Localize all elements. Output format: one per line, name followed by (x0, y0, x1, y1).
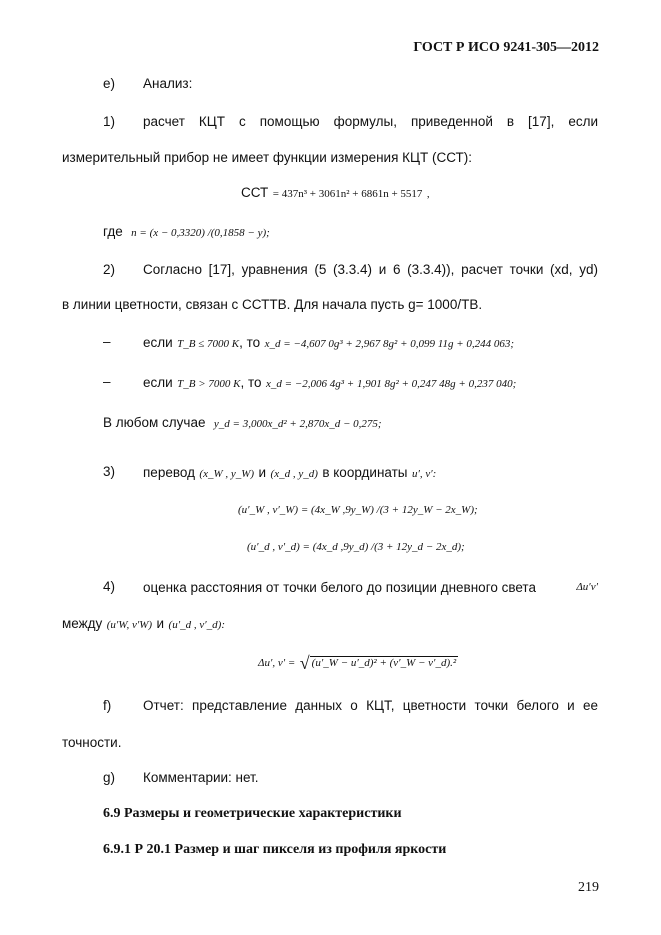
formula-cct-lhs: ССТ (241, 185, 269, 200)
case-1-condition: T_B ≤ 7000 K (177, 338, 240, 350)
item-1-marker: 1) (103, 114, 116, 129)
section-heading-6-9-1: 6.9.1 Р 20.1 Размер и шаг пикселя из профиля яркости (103, 842, 447, 857)
case-2 (143, 374, 516, 392)
any-case-formula: y_d = 3,000x_d² + 2,870x_d − 0,275; (213, 418, 382, 430)
item-f-line1: Отчет: представление данных о КЦТ, цветности точки белого и ее (143, 698, 598, 713)
formula-cct-end: , (426, 188, 430, 200)
case-2-condition: T_B > 7000 K (177, 378, 241, 390)
item-2-line1: Согласно [17], уравнения (5 (3.3.4) и 6 (3.3.4)), расчет точки (xd, yd) (143, 262, 598, 277)
case-2-if: если (143, 375, 173, 390)
item-3-word: перевод (143, 465, 195, 480)
where-n-formula: n = (x − 0,3320) /(0,1858 − y); (131, 227, 270, 239)
item-4-line2 (62, 615, 225, 633)
item-e-marker: e) (103, 76, 116, 91)
item-g-text: Комментарии: нет. (143, 770, 259, 785)
item-2-marker: 2) (103, 262, 116, 277)
any-case (103, 414, 382, 432)
case-2-then: , то (240, 375, 262, 390)
item-4-between: между (62, 616, 103, 631)
item-4-formula-lhs: Δu′, v′ = (258, 657, 296, 669)
case-1-formula: x_d = −4,607 0g³ + 2,967 8g² + 0,099 11g + 0,244 063; (264, 338, 515, 350)
any-case-text: В любом случае (103, 415, 206, 430)
case-2-formula: x_d = −2,006 4g³ + 1,901 8g² + 0,247 48g + 0,237 040; (266, 378, 517, 390)
item-3-eq2: (u′_d , v′_d) = (4x_d ,9y_d) /(3 + 12y_d − 2x_d); (247, 541, 465, 553)
where-n (103, 223, 270, 241)
item-3-tail: в координаты (322, 465, 408, 480)
item-f-marker: f) (103, 698, 112, 713)
item-4-formula-rhs: (u′_W − u′_d)² + (v′_W − v′_d).² (311, 657, 457, 669)
section-heading-6-9: 6.9 Размеры и геометрические характеристики (103, 806, 402, 821)
item-1-line1: расчет КЦТ с помощью формулы, приведенной в [17], если (143, 114, 598, 129)
formula-cct-rhs: = 437n³ + 3061n² + 6861n + 5517 (272, 188, 423, 200)
case-1-bullet: – (103, 334, 111, 349)
item-2-line2: в линии цветности, связан с ССТТВ. Для начала пусть g= 1000/ТВ. (62, 297, 483, 312)
item-3-pair-d: (x_d , y_d) (270, 468, 318, 480)
case-1 (143, 334, 514, 352)
item-4-and: и (156, 616, 165, 631)
item-3-line (143, 464, 436, 482)
item-4-pair-d: (u′_d , v′_d): (168, 619, 225, 631)
item-3-marker: 3) (103, 464, 116, 479)
item-3-coords: u′, v′: (411, 468, 437, 480)
item-1-line2: измерительный прибор не имеет функции измерения КЦТ (ССТ): (62, 150, 473, 165)
case-2-bullet: – (103, 374, 111, 389)
item-4-marker: 4) (103, 579, 116, 594)
item-4-formula (258, 653, 458, 674)
item-4-pair-w: (u′W, v′W) (106, 619, 153, 631)
formula-cct (241, 184, 430, 202)
item-3-pair-w: (x_W , y_W) (199, 468, 255, 480)
sqrt-icon: √ (299, 653, 310, 673)
case-1-if: если (143, 335, 173, 350)
where-label: где (103, 224, 123, 239)
document-code: ГОСТ Р ИСО 9241-305—2012 (413, 40, 599, 55)
item-4-line1 (143, 579, 598, 597)
item-g-marker: g) (103, 770, 116, 785)
item-3-eq1: (u′_W , v′_W) = (4x_W ,9y_W) /(3 + 12y_W − 2x_W); (238, 504, 478, 516)
case-1-then: , то (239, 335, 261, 350)
item-4-text: оценка расстояния от точки белого до позиции дневного света (143, 580, 536, 595)
item-f-line2: точности. (62, 735, 122, 750)
item-4-delta: Δu′v′ (576, 581, 598, 593)
item-3-and: и (258, 465, 267, 480)
item-e-text: Анализ: (143, 76, 193, 91)
page-number: 219 (578, 880, 599, 895)
